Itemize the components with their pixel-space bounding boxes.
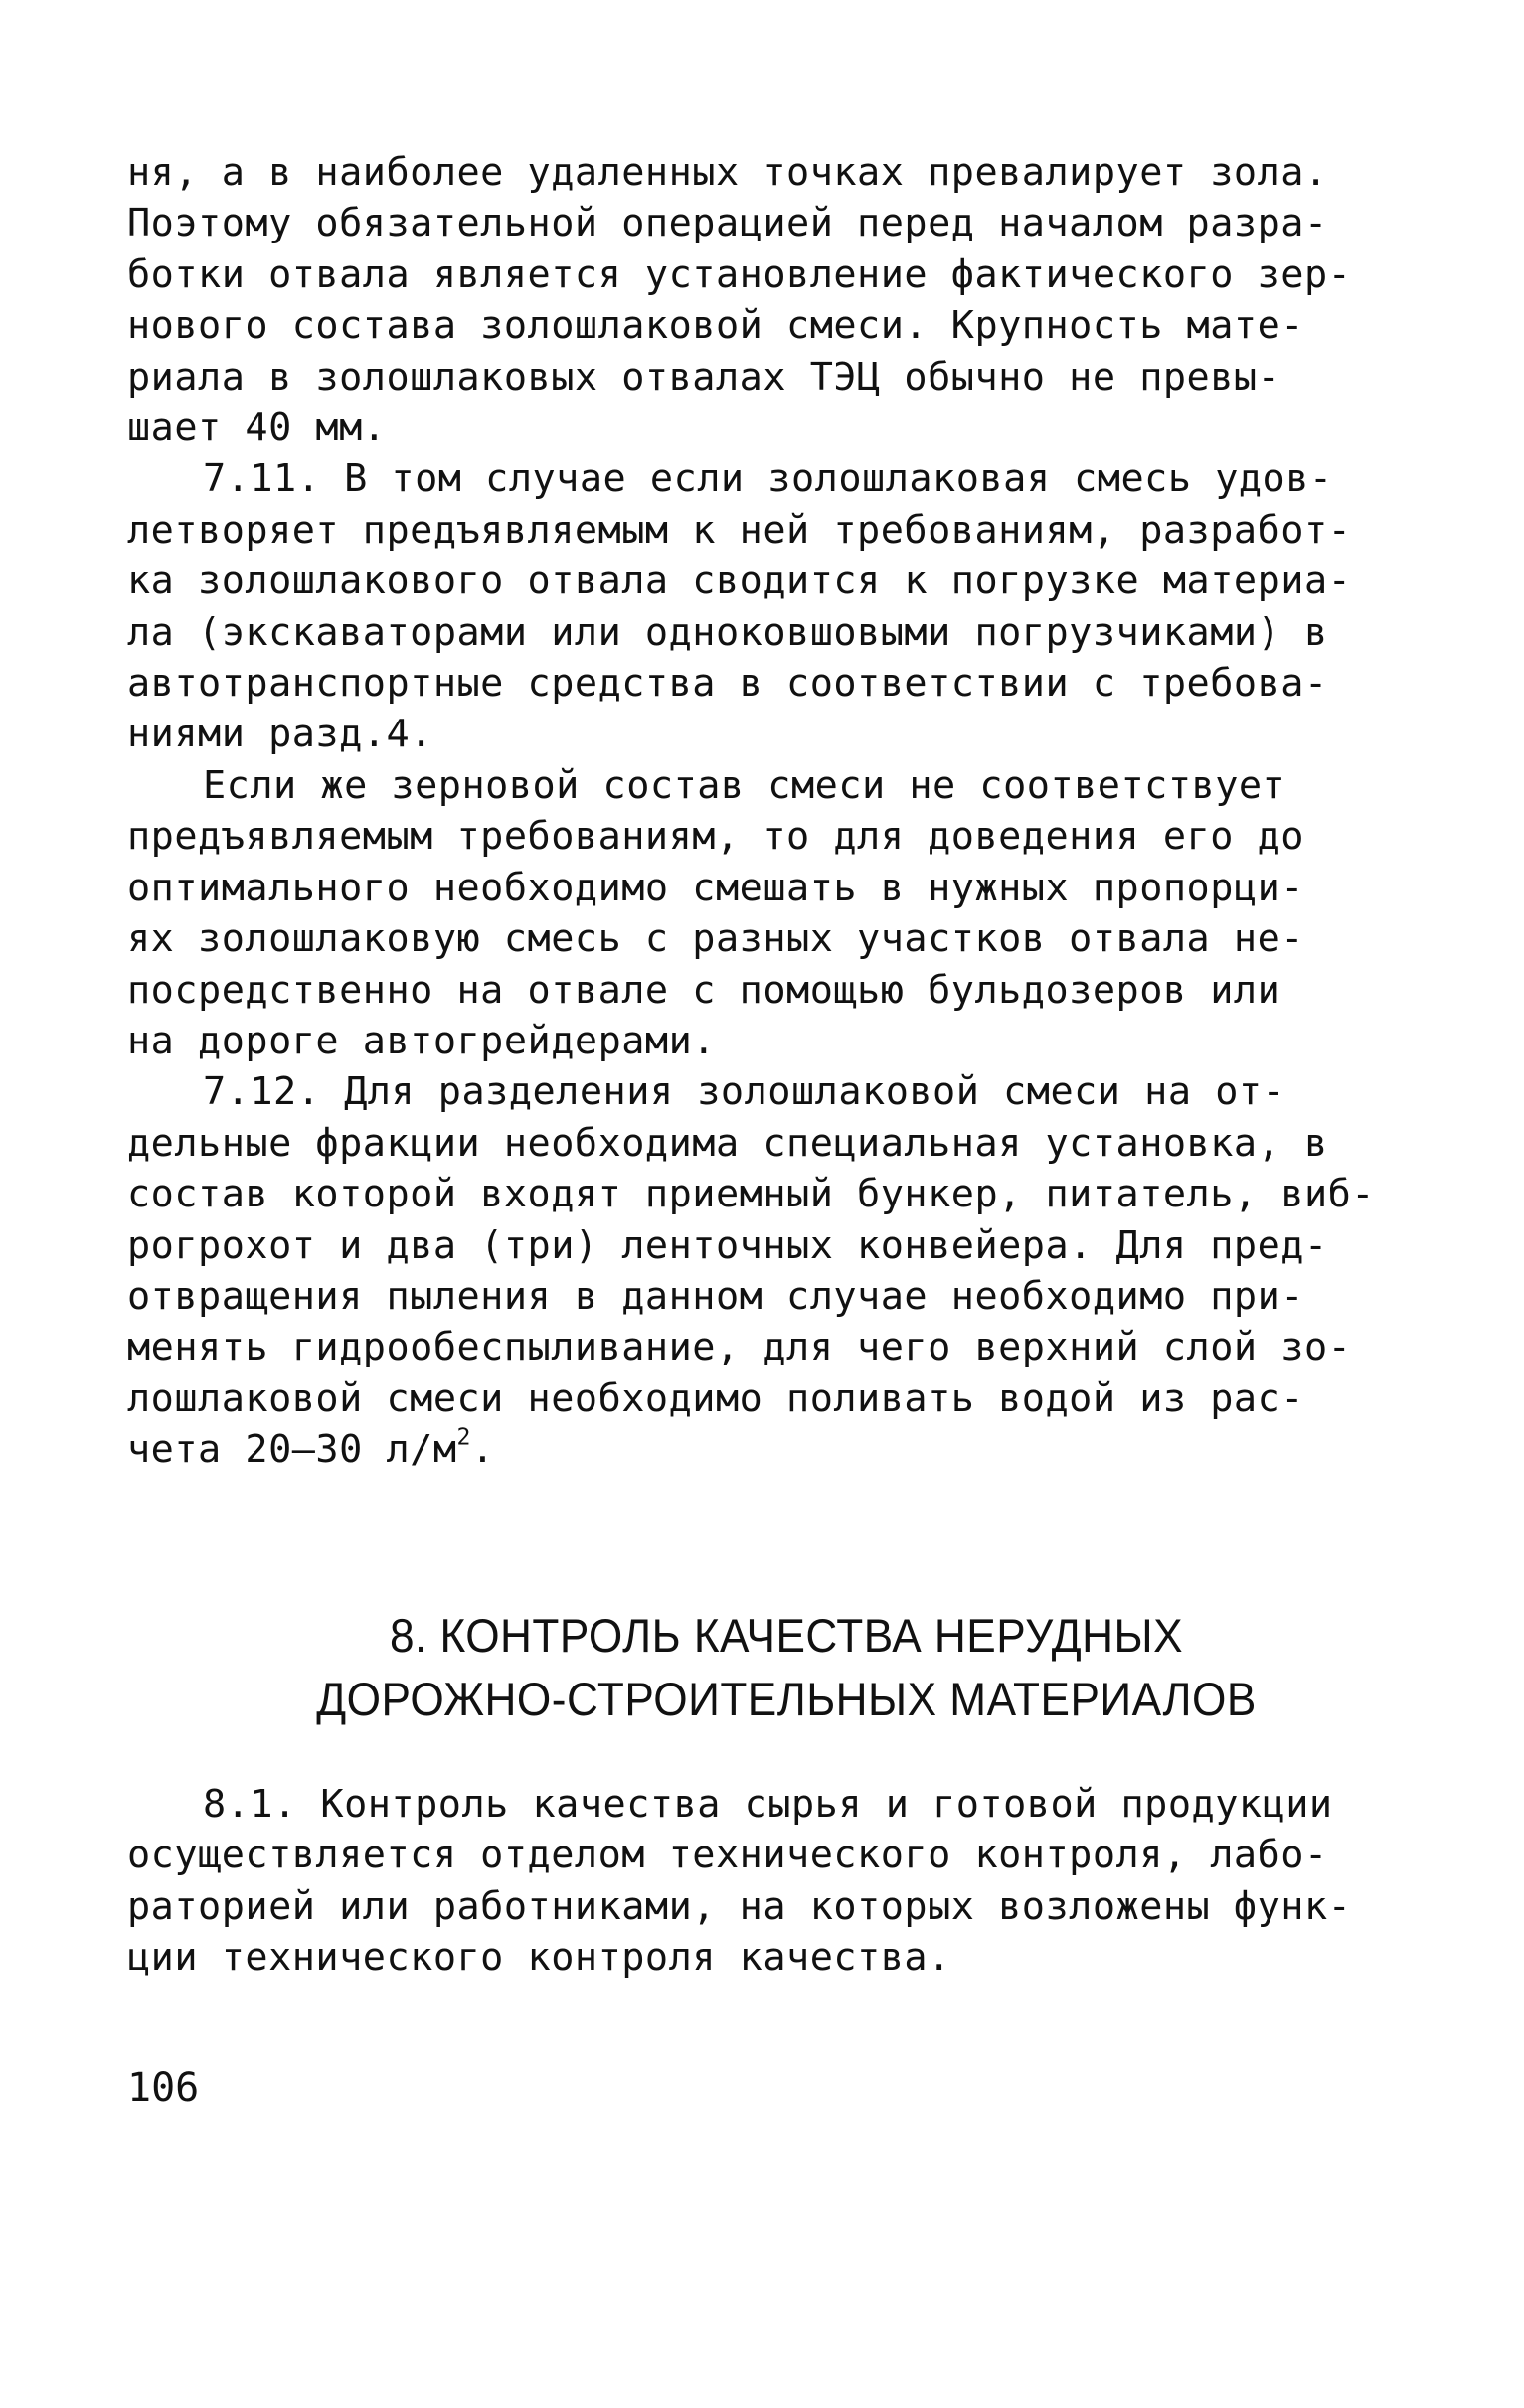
paragraph-7-12 <box>127 1066 1445 1475</box>
paragraph-continuation: ня, а в наиболее удаленных точках превалирует зола. Поэтому обязательной операцией перед началом разра- ботки отвала является установление фактического зер- нового состава золошлаковой смеси. Крупность мате- риала в золошлаковых отвалах ТЭЦ обычно не превы- шает 40 мм. <box>127 150 1352 451</box>
paragraph-grain-composition: Если же зерновой состав смеси не соответствует предъявляемым требованиям, то для доведения его до оптимального необходимо смешать в нужных пропорци- ях золошлаковую смесь с разных участков отвала не- посредственно на отвале с помощью бульдозеров или на дороге автогрейдерами. <box>127 762 1304 1063</box>
superscript-two: 2 <box>456 1424 471 1451</box>
body-text <box>127 147 1445 1476</box>
paragraph-7-11: 7.11. В том случае если золошлаковая смесь удов- летворяет предъявляемым к ней требованиям, разработ- ка золошлакового отвала сводится к погрузке материа- ла (экскаваторами или одноковшовыми погрузчиками) в автотранспортные средства в соответствии с требова- ниями разд.4. <box>127 456 1352 757</box>
section-8-body <box>127 1779 1445 1984</box>
page-number: 106 <box>127 2065 200 2111</box>
paragraph-7-12-text: 7.12. Для разделения золошлаковой смеси на от- дельные фракции необходима специальная установка, в состав которой входят приемный бункер, питатель, виб- рогрохот и два (три) ленточных конвейера. Для пред- отвращения пыления в данном случае необходимо при- менять гидрообеспыливание, для чего верхний слой зо- лошлаковой смеси необходимо поливать водой из рас- чета 20–30 л/м <box>127 1069 1375 1473</box>
paragraph-8-1: 8.1. Контроль качества сырья и готовой продукции осуществляется отделом технического контроля, лабо- раторией или работниками, на которых возложены функ- ции технического контроля качества. <box>127 1782 1352 1981</box>
heading-line-1: 8. КОНТРОЛЬ КАЧЕСТВА НЕРУДНЫХ <box>389 1609 1184 1662</box>
paragraph-7-12-end: . <box>470 1427 495 1473</box>
section-heading <box>167 1604 1406 1731</box>
heading-line-2: ДОРОЖНО-СТРОИТЕЛЬНЫХ МАТЕРИАЛОВ <box>316 1673 1257 1725</box>
